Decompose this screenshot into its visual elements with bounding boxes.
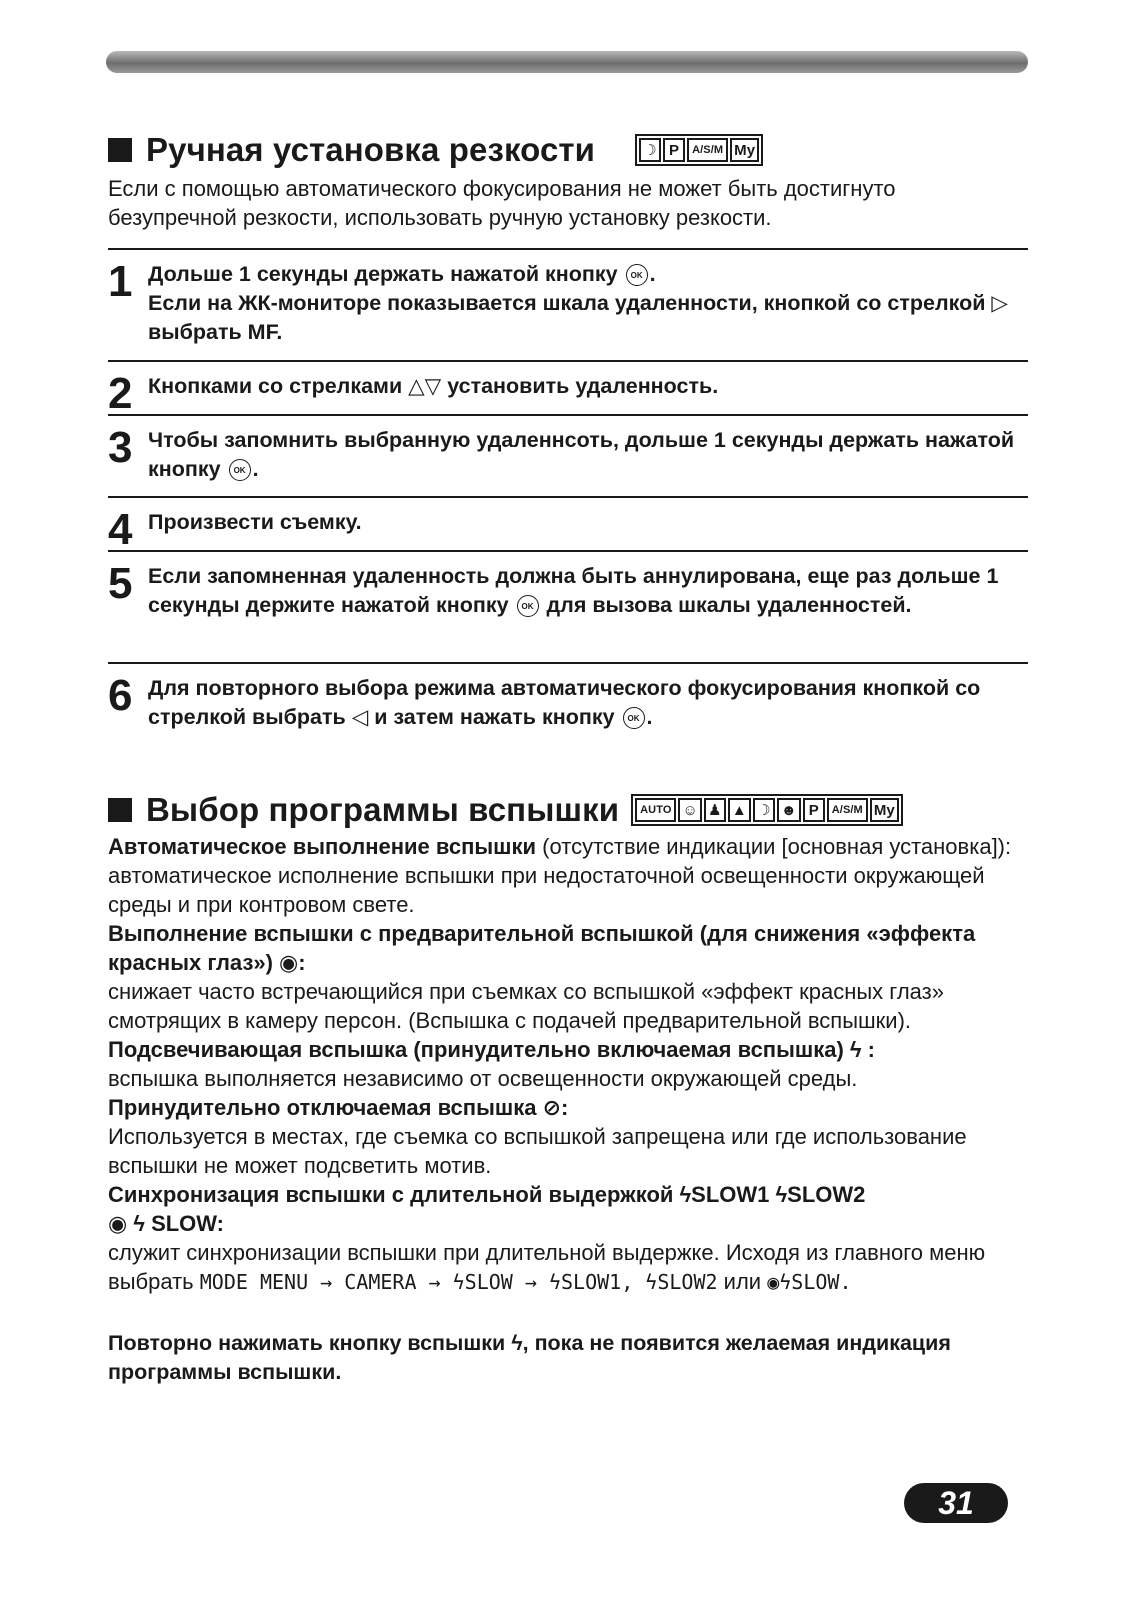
step-number: 6 — [108, 671, 133, 720]
step-text: Кнопками со стрелками △▽ установить удаленность. — [148, 374, 719, 398]
night-mode-icon: ☽ — [639, 138, 661, 162]
asm-mode-icon: A/S/M — [827, 798, 868, 822]
page-number: 31 — [904, 1483, 1008, 1523]
ok-button-icon: OK — [517, 595, 539, 617]
section-title-flash — [108, 788, 1028, 832]
portrait-mode-icon: ☺ — [678, 798, 701, 822]
flash-off-desc: Используется в местах, где съемка со вспышкой запрещена или где использование вспышки не может подсветить мотив. — [108, 1124, 967, 1178]
redeye-flash-heading: Выполнение вспышки с предварительной вспышкой (для снижения «эффекта красных глаз») ◉: — [108, 921, 976, 975]
ok-button-icon: OK — [623, 707, 645, 729]
step-6 — [108, 662, 1028, 744]
mode-icons — [635, 134, 763, 166]
program-mode-icon: P — [803, 798, 825, 822]
menu-path: MODE MENU → CAMERA → ϟSLOW → ϟSLOW1, ϟSLOW2 — [199, 1270, 718, 1294]
flash-section — [108, 788, 1028, 1387]
landscape-portrait-mode-icon: ♟ — [704, 798, 726, 822]
auto-mode-icon: AUTO — [635, 798, 676, 822]
section-title-manual-focus — [108, 128, 1028, 172]
section-title-text: Выбор программы вспышки — [146, 791, 620, 828]
section-title-text: Ручная установка резкости — [146, 131, 596, 168]
step-number: 1 — [108, 257, 133, 306]
auto-flash-heading: Автоматическое выполнение вспышки (отсутствие индикации [основная установка]): — [108, 834, 1012, 859]
bullet-square — [108, 798, 132, 822]
step-number: 5 — [108, 559, 133, 608]
steps-list — [108, 248, 1028, 744]
ok-button-icon: OK — [626, 264, 648, 286]
step-text: Если запомненная удаленность должна быть аннулирована, еще раз дольше 1 секунды держите нажатой кнопку OK для вызова шкалы удаленностей. — [148, 564, 999, 617]
ok-button-icon: OK — [229, 459, 251, 481]
redeye-flash-desc: снижает часто встречающийся при съемках со вспышкой «эффект красных глаз» смотрящих в камеру персон. (Вспышка с подачей предварительной вспышки). — [108, 979, 944, 1033]
flash-off-heading: Принудительно отключаемая вспышка ⊘: — [108, 1095, 569, 1120]
intro-text: Если с помощью автоматического фокусирования не может быть достигнуто безупречной резкости, использовать ручную установку резкости. — [108, 176, 896, 230]
slow-sync-desc: служит синхронизации вспышки при длительной выдержке. Исходя из главного меню выбрать MODE MENU → CAMERA → ϟSLOW → ϟSLOW1, ϟSLOW2 или ◉ϟSLOW. — [108, 1240, 986, 1294]
fill-flash-desc: вспышка выполняется независимо от освещенности окружающей среды. — [108, 1066, 858, 1091]
step-3 — [108, 414, 1028, 496]
slow-sync-heading: Синхронизация вспышки с длительной выдержкой ϟSLOW1 ϟSLOW2 ◉ ϟ SLOW: — [108, 1182, 866, 1236]
landscape-mode-icon: ▲ — [728, 798, 751, 822]
flash-instruction: Повторно нажимать кнопку вспышки ϟ, пока не появится желаемая индикация программы вспышки. — [108, 1331, 951, 1384]
auto-flash-desc: автоматическое исполнение вспышки при недостаточной освещенности окружающей среды и при контровом свете. — [108, 863, 985, 917]
step-4 — [108, 496, 1028, 554]
night-mode-icon: ☽ — [753, 798, 775, 822]
step-text: Произвести съемку. — [148, 510, 362, 534]
self-portrait-mode-icon: ☻ — [777, 798, 801, 822]
step-text: Чтобы запомнить выбранную удаленнсоть, дольше 1 секунды держать нажатой кнопку OK . — [148, 428, 1015, 481]
mode-icons — [631, 794, 903, 826]
header-bar — [106, 51, 1028, 73]
program-mode-icon: P — [663, 138, 685, 162]
bullet-square — [108, 138, 132, 162]
step-5 — [108, 550, 1028, 662]
step-number: 3 — [108, 423, 133, 472]
step-number: 4 — [108, 505, 133, 554]
fill-flash-heading: Подсвечивающая вспышка (принудительно включаемая вспышка) ϟ : — [108, 1037, 875, 1062]
my-mode-icon: My — [730, 138, 759, 162]
step-number: 2 — [108, 369, 133, 418]
page-content — [108, 128, 1028, 1387]
step-2 — [108, 360, 1028, 418]
step-text: Для повторного выбора режима автоматического фокусирования кнопкой со стрелкой выбрать ◁ и затем нажать кнопку OK . — [148, 676, 981, 729]
step-1 — [108, 248, 1028, 360]
step-text: Дольше 1 секунды держать нажатой кнопку OK . Если на ЖК-мониторе показывается шкала удаленности, кнопкой со стрелкой ▷ выбрать MF. — [148, 262, 1008, 344]
menu-path-2: ◉ϟSLOW. — [767, 1270, 852, 1294]
asm-mode-icon: A/S/M — [687, 138, 728, 162]
my-mode-icon: My — [870, 798, 899, 822]
